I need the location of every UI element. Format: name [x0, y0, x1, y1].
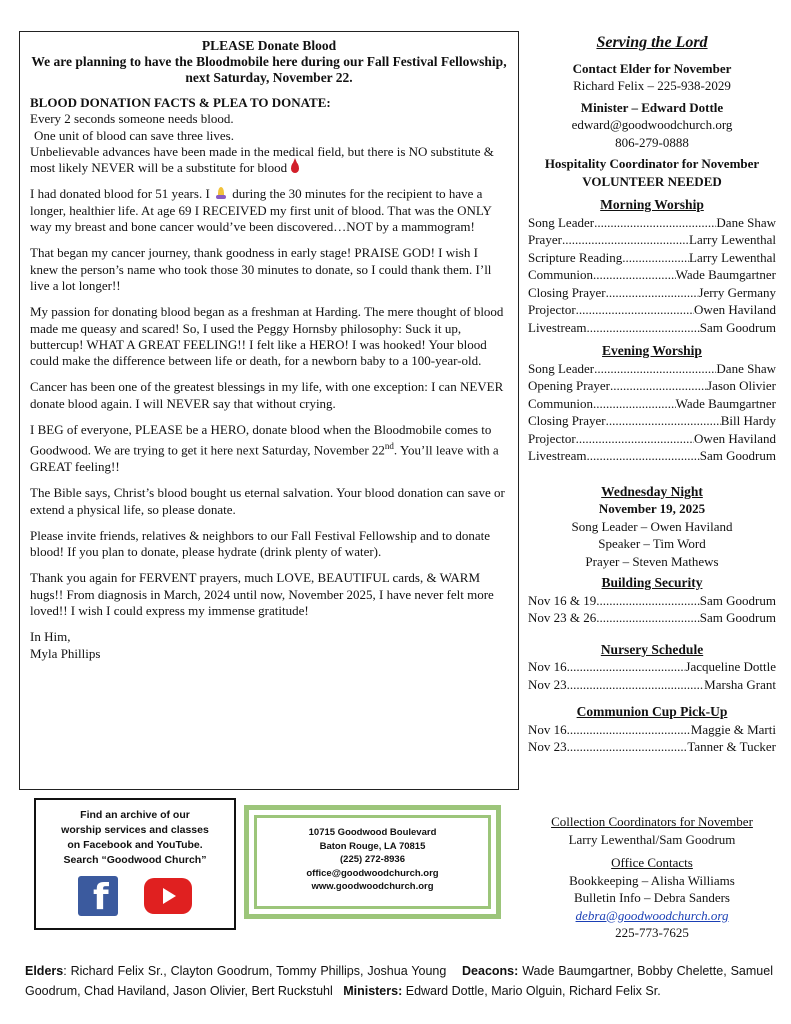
list-item: Closing Prayer ..... Bill Hardy: [528, 412, 776, 430]
evening-worship-list: [528, 360, 776, 465]
address-street: 10715 Goodwood Boulevard: [308, 827, 437, 838]
list-item: Closing Prayer ..... Jerry Germany: [528, 284, 776, 302]
deacons-names: Wade Baumgartner, Bobby Chelette, Samuel Goodrum, Chad Haviland, Jason Olivier, Bert Ruckstuhl: [25, 964, 773, 998]
ministers-names: Edward Dottle, Mario Olguin, Richard Felix Sr.: [405, 983, 661, 998]
hospitality-value: VOLUNTEER NEEDED: [582, 173, 722, 189]
article-heading-line1: PLEASE Donate Blood: [201, 38, 337, 53]
facts-paragraph: [30, 95, 508, 176]
archive-box: [34, 798, 236, 930]
archive-line-3: on Facebook and YouTube.: [67, 839, 203, 851]
article-heading-line2: We are planning to have the Bloodmobile here during our Fall Festival Fellowship, next Saturday, November 22.: [31, 54, 507, 85]
archive-line-4: Search “Goodwood Church”: [63, 854, 207, 866]
list-item: Opening Prayer ..... Jason Olivier: [528, 377, 776, 395]
paragraph-plea-sup: nd: [384, 441, 394, 452]
paragraph-invite: Please invite friends, relatives & neighbors to our Fall Festival Fellowship and to donate blood! If you plan to donate, please hydrate (drink plenty of water).: [30, 527, 490, 560]
address-email[interactable]: office@goodwoodchurch.org: [306, 867, 439, 879]
paragraph-donated-a: I had donated blood for 51 years. I: [30, 186, 210, 202]
evening-worship-title: Evening Worship: [602, 343, 702, 358]
facts-line-3: Unbelievable advances have been made in the medical field, but there is NO substitute & most likely NEVER will be a substitute for blood: [30, 143, 494, 176]
address-box: [244, 805, 501, 919]
nursery-title: Nursery Schedule: [600, 641, 704, 657]
blood-drive-article: [19, 31, 519, 790]
list-item: Song Leader ..... Dane Shaw: [528, 360, 776, 378]
archive-line-2: worship services and classes: [61, 824, 209, 836]
list-item: Nov 16 ..... Jacqueline Dottle: [528, 658, 776, 676]
paragraph-donated: [30, 186, 508, 235]
list-item: Communion ..... Wade Baumgartner: [528, 395, 776, 413]
minister-email[interactable]: edward@goodwoodchurch.org: [571, 117, 733, 132]
morning-worship-list: [528, 214, 776, 337]
communion-cup-title: Communion Cup Pick-Up: [576, 704, 728, 719]
list-item: Communion ..... Wade Baumgartner: [528, 266, 776, 284]
list-item: Nov 23 & 26 ..... Sam Goodrum: [528, 609, 776, 627]
paragraph-plea-a: I BEG of everyone, PLEASE be a HERO, donate blood when the Bloodmobile comes to Goodwood. We are trying to get it here next Saturday, November 22: [30, 422, 492, 458]
office-contacts: [528, 813, 776, 942]
hospitality-title: Hospitality Coordinator for November: [544, 156, 760, 171]
list-item: Scripture Reading ..... Larry Lewenthal: [528, 249, 776, 267]
wednesday-line-3: Prayer – Steven Mathews: [585, 553, 719, 569]
bulletin-email-link[interactable]: debra@goodwoodchurch.org: [575, 907, 729, 923]
list-item: Nov 23 ..... Marsha Grant: [528, 676, 776, 694]
security-title: Building Security: [601, 575, 703, 590]
paragraph-donated-b: during the 30 minutes for the recipient to have a longer, healthier life. At age 69 I RECEIVED my first unit of blood. That was the ONLY way my breast and bone cancer would’ve been discovered…NOT by a mammogram!: [30, 186, 492, 235]
serving-column: [528, 34, 776, 756]
signature: Myla Phillips: [30, 645, 101, 661]
social-icons: [36, 876, 234, 916]
wednesday-title: Wednesday Night: [601, 483, 703, 499]
paragraph-blessings: Cancer has been one of the greatest blessings in my life, with one exception: I can NEVER donate blood again. I will NEVER say that without crying.: [30, 379, 504, 411]
minister-phone: 806-279-0888: [615, 134, 689, 150]
ministers-label: Ministers:: [343, 983, 403, 998]
list-item: Projector ..... Owen Haviland: [528, 430, 776, 448]
wednesday-date: November 19, 2025: [598, 501, 706, 516]
address-phone: (225) 272-8936: [340, 854, 405, 865]
minister-title: Minister – Edward Dottle: [580, 99, 724, 115]
list-item: Nov 16 & 19 ..... Sam Goodrum: [528, 592, 776, 610]
archive-line-1: Find an archive of our: [80, 809, 190, 821]
paragraph-plea-b: . You’ll leave with a GREAT feeling!!: [30, 442, 499, 474]
signature-block: [30, 629, 508, 662]
address-city: Baton Rouge, LA 70815: [319, 840, 426, 852]
youtube-icon[interactable]: [144, 878, 192, 914]
paragraph-bible: The Bible says, Christ’s blood bought us eternal salvation. Your blood donation can save or extend a physical life, so please donate.: [30, 485, 505, 517]
list-item: Projector ..... Owen Haviland: [528, 301, 776, 319]
facts-line-2: One unit of blood can save three lives.: [34, 127, 234, 143]
list-item: Livestream ..... Sam Goodrum: [528, 447, 776, 465]
closing: In Him,: [30, 629, 71, 645]
wednesday-line-2: Speaker – Tim Word: [598, 536, 706, 551]
paragraph-passion: My passion for donating blood began as a freshman at Harding. The mere thought of blood made me queasy and scared! So, I used the Peggy Hornsby philosophy: Suck it up, buttercup! WHAT A GREAT FEELING!! I felt like a HERO! I was hooked! Your blood could make the difference between life or death, for a newborn baby to a 100-year-old.: [30, 304, 504, 369]
morning-worship-title: Morning Worship: [600, 197, 704, 212]
address-web[interactable]: www.goodwoodchurch.org: [311, 881, 434, 892]
paragraph-plea: [30, 422, 508, 475]
facts-title: BLOOD DONATION FACTS & PLEA TO DONATE:: [30, 95, 331, 110]
deacons-label: Deacons:: [462, 964, 519, 978]
facebook-icon[interactable]: f: [78, 876, 118, 916]
bookkeeping: Bookkeeping – Alisha Williams: [569, 872, 735, 888]
facts-line-1: Every 2 seconds someone needs blood.: [30, 111, 234, 127]
contact-elder-title: Contact Elder for November: [572, 60, 732, 76]
article-heading: [30, 38, 508, 86]
paragraph-cancer-journey: That began my cancer journey, thank goodness in early stage! PRAISE GOD! I wish I knew the person’s name who took those 30 minutes to donate, so I could thank them. I’ll live a lot longer!!: [30, 245, 492, 293]
collection-names: Larry Lewenthal/Sam Goodrum: [568, 831, 736, 847]
list-item: Prayer ..... Larry Lewenthal: [528, 231, 776, 249]
blood-drop-icon: [291, 162, 299, 173]
list-item: Nov 16 ..... Maggie & Marti: [528, 721, 776, 739]
contact-elder: Richard Felix – 225-938-2029: [573, 78, 731, 93]
office-contacts-title: Office Contacts: [611, 855, 693, 870]
leadership-footer: [25, 962, 773, 1001]
paragraph-thanks: Thank you again for FERVENT prayers, much LOVE, BEAUTIFUL cards, & WARM hugs!! From diagnosis in March, 2024 until now, November 2025, I have never felt more loved!! I wish I could express my immense gratitude!: [30, 570, 494, 619]
list-item: Livestream ..... Sam Goodrum: [528, 319, 776, 337]
serving-title: Serving the Lord: [596, 34, 708, 51]
elders-label: Elders: [25, 964, 64, 978]
collection-title: Collection Coordinators for November: [551, 814, 753, 829]
praying-hands-icon: [215, 187, 227, 199]
bulletin-info: Bulletin Info – Debra Sanders: [574, 890, 730, 905]
wednesday-line-1: Song Leader – Owen Haviland: [571, 518, 733, 534]
list-item: Song Leader ..... Dane Shaw: [528, 214, 776, 232]
list-item: Nov 23 ..... Tanner & Tucker: [528, 738, 776, 756]
elders-names: : Richard Felix Sr., Clayton Goodrum, Tommy Phillips, Joshua Young: [63, 964, 447, 978]
address-inner: [254, 815, 491, 909]
office-phone: 225-773-7625: [615, 925, 689, 940]
